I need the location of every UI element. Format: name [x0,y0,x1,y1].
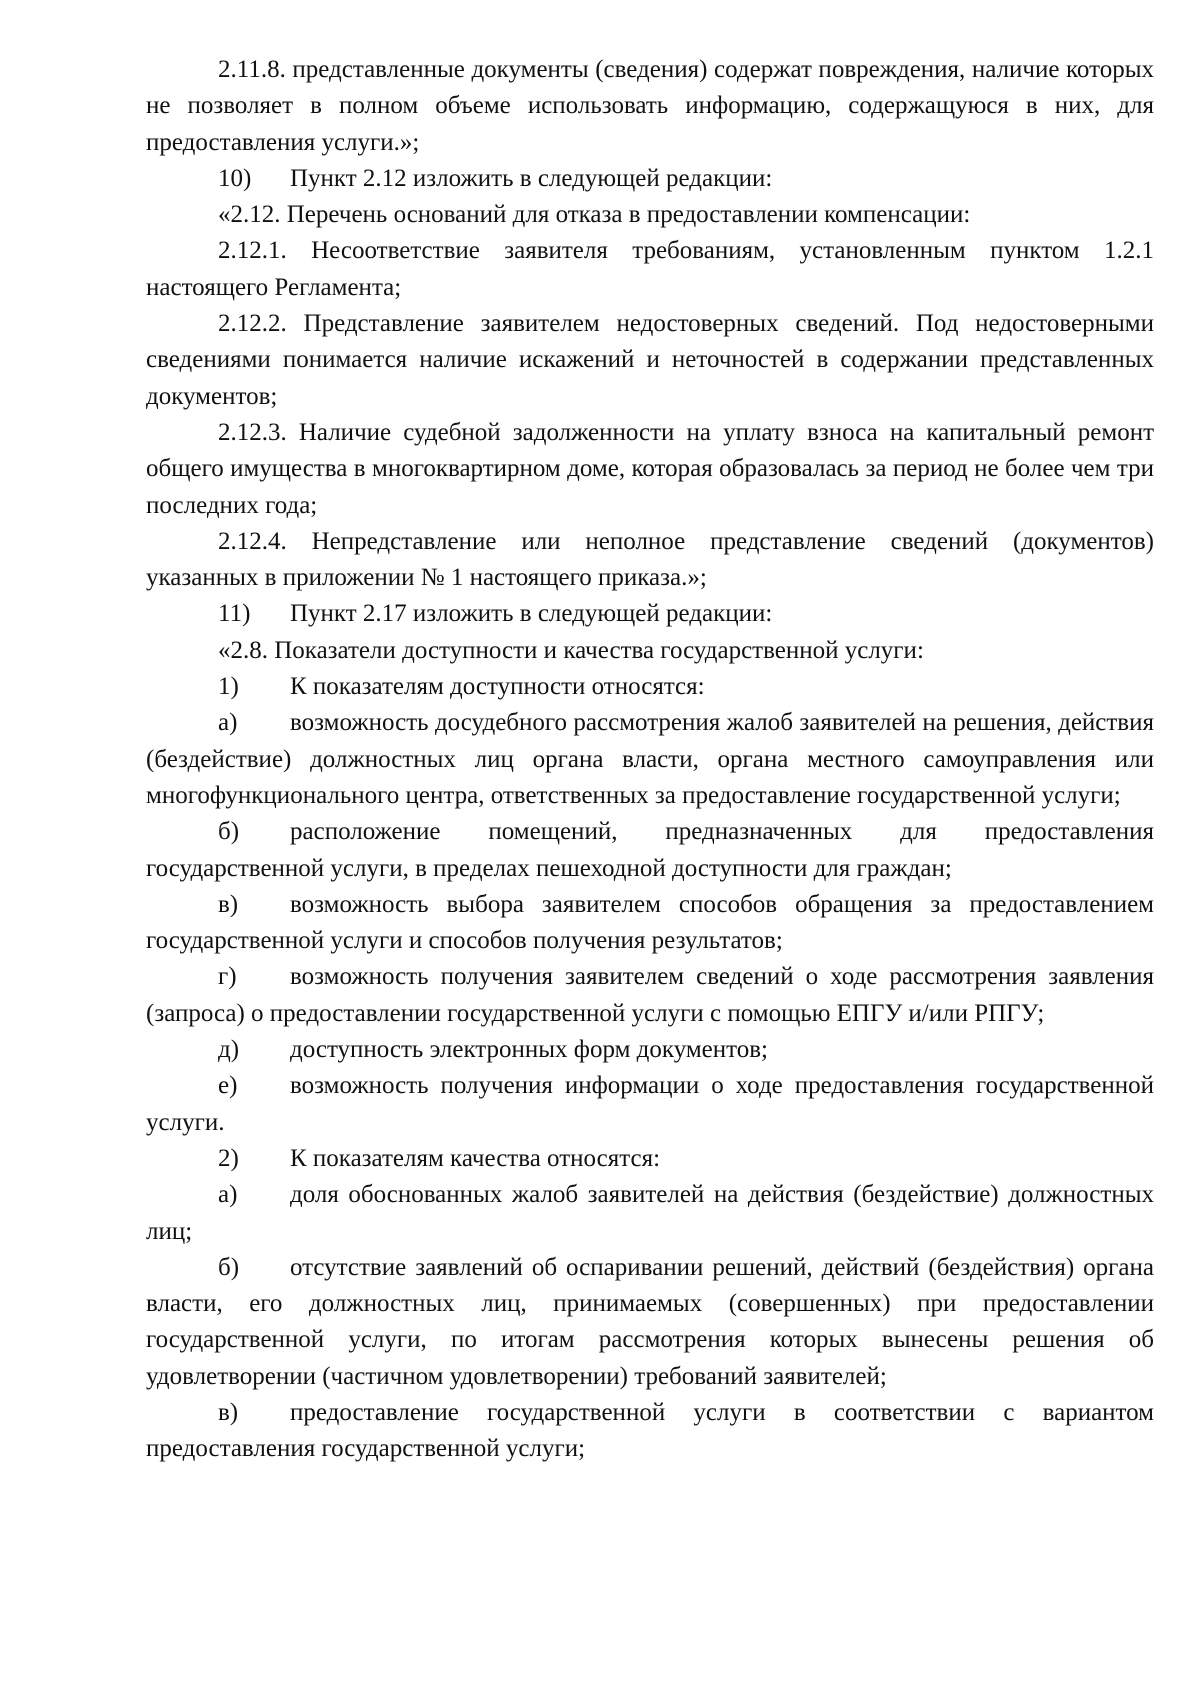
item-text: возможность получения заявителем сведений о ходе рассмотрения заявления (запроса) о предоставлении государственной услуги с помощью ЕПГУ и/или РПГУ; [146,963,1154,1027]
paragraph-2-8 [146,633,1154,669]
item-text: доля обоснованных жалоб заявителей на действия (бездействие) должностных лиц; [146,1181,1154,1245]
list-item-quality-b [146,1250,1154,1395]
list-item-v [146,887,1154,960]
list-item-quality-v [146,1395,1154,1468]
item-text: доступность электронных форм документов; [290,1036,769,1064]
item-label: б) [218,818,240,846]
paragraph-2-11-8 [146,52,1154,161]
paragraph-text: «2.8. Показатели доступности и качества государственной услуги: [218,636,924,664]
item-label: а) [218,709,238,737]
item-label: 10) [218,164,252,192]
item-label: 1) [218,673,239,701]
item-label: 2) [218,1144,239,1172]
item-label: а) [218,1181,238,1209]
item-label: д) [218,1036,240,1064]
list-item-a [146,705,1154,814]
item-label: е) [218,1072,238,1100]
item-text: К показателям качества относятся: [290,1144,661,1172]
paragraph-text: 2.12.1. Несоответствие заявителя требованиям, установленным пунктом 1.2.1 настоящего Регламента; [146,237,1154,301]
paragraph-2-12 [146,197,1154,233]
list-item-b [146,814,1154,887]
paragraph-text: 2.12.3. Наличие судебной задолженности на уплату взноса на капитальный ремонт общего имущества в многоквартирном доме, которая образовалась за период не более чем три последних года; [146,418,1154,519]
paragraph-text: 2.12.4. Непредставление или неполное представление сведений (документов) указанных в приложении № 1 настоящего приказа.»; [146,527,1154,592]
paragraph-text: 2.12.2. Представление заявителем недостоверных сведений. Под недостоверными сведениями понимается наличие искажений и неточностей в содержании представленных документов; [146,310,1154,410]
list-item-1 [146,669,1154,705]
item-label: в) [218,890,239,918]
item-text: Пункт 2.17 изложить в следующей редакции: [290,600,773,628]
item-text: К показателям доступности относятся: [290,673,705,701]
document-page [146,52,1154,1468]
list-item-10 [146,161,1154,197]
list-item-11 [146,596,1154,632]
list-item-e [146,1068,1154,1141]
item-label: 11) [218,600,251,628]
paragraph-2-12-1 [146,233,1154,306]
paragraph-2-12-4 [146,524,1154,597]
item-text: возможность получения информации о ходе предоставления государственной услуги. [146,1072,1154,1136]
item-text: возможность выбора заявителем способов обращения за предоставлением государственной услуги и способов получения результатов; [146,890,1154,955]
item-text: расположение помещений, предназначенных для предоставления государственной услуги, в пределах пешеходной доступности для граждан; [146,818,1154,882]
paragraph-text: 2.11.8. представленные документы (сведения) содержат повреждения, наличие которых не позволяет в полном объеме использовать информацию, содержащуюся в них, для предоставления услуги.»; [146,56,1154,156]
list-item-2 [146,1141,1154,1177]
list-item-quality-a [146,1177,1154,1250]
item-text: возможность досудебного рассмотрения жалоб заявителей на решения, действия (бездействие) должностных лиц органа власти, органа местного самоуправления или многофункционального центра, ответственных за предоставление государственной услуги; [146,709,1154,809]
list-item-g [146,959,1154,1032]
item-label: б) [218,1253,240,1281]
item-label: в) [218,1398,239,1426]
item-text: отсутствие заявлений об оспаривании решений, действий (бездействия) органа власти, его должностных лиц, принимаемых (совершенных) при предоставлении государственной услуги, по итогам рассмотрения которых вынесены решения об удовлетворении (частичном удовлетворении) требований заявителей; [146,1253,1154,1390]
paragraph-2-12-2 [146,306,1154,415]
item-text: предоставление государственной услуги в соответствии с вариантом предоставления государственной услуги; [146,1398,1154,1463]
paragraph-2-12-3 [146,415,1154,524]
paragraph-text: «2.12. Перечень оснований для отказа в предоставлении компенсации: [218,201,971,229]
list-item-d [146,1032,1154,1068]
item-label: г) [218,963,237,991]
item-text: Пункт 2.12 изложить в следующей редакции: [290,164,773,192]
